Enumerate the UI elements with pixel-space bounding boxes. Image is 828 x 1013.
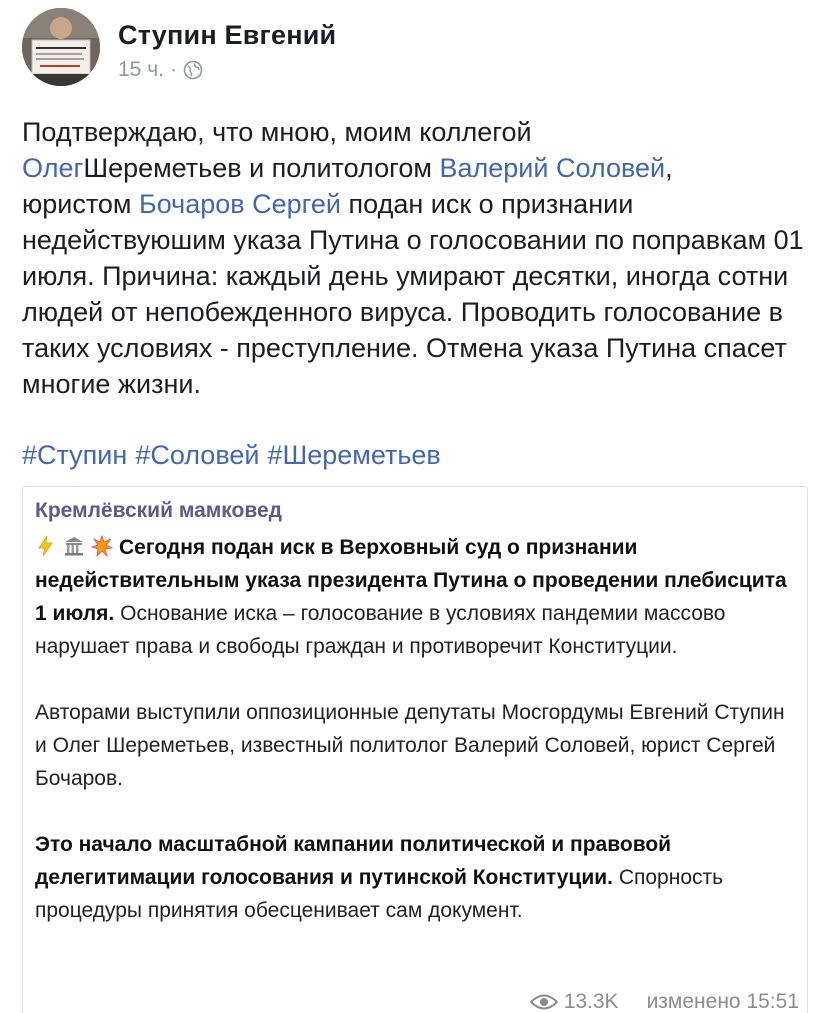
hashtag-solovey[interactable]: #Соловей [135, 440, 260, 470]
eye-icon [530, 993, 558, 1011]
meta-separator: · [169, 58, 177, 81]
quote-paragraph [35, 531, 797, 663]
avatar[interactable] [22, 8, 100, 86]
channel-name[interactable]: Кремлёвский мамковед [35, 499, 283, 522]
post-time[interactable]: 15 ч. [118, 58, 164, 81]
quoted-telegram-post[interactable] [22, 486, 808, 1013]
quote-paragraph [35, 696, 797, 795]
quote-body [35, 531, 797, 960]
quote-text: Спорность процедуры принятия обесценивает сам документ. [35, 866, 724, 922]
classical-building-emoji [63, 534, 85, 556]
quote-footer [530, 990, 799, 1013]
edited-timestamp: изменено 15:51 [646, 990, 799, 1013]
quote-bold-text: Сегодня подан иск в Верховный суд о признании недействительным указа президента Путина о проведении плебисцита 1 июля. [35, 536, 787, 625]
globe-icon[interactable] [183, 60, 203, 80]
post-text [22, 114, 812, 402]
mention-bocharov-sergey[interactable]: Бочаров Сергей [139, 189, 342, 219]
post-text-part: Шереметьев и политологом [83, 153, 432, 183]
post-text-part: Подтверждаю, что мною, моим коллегой [22, 117, 532, 147]
hashtag-sheremetyev[interactable]: #Шереметьев [267, 440, 441, 470]
view-count: 13.3K [563, 990, 619, 1013]
mention-valery-solovey[interactable]: Валерий Соловей [439, 153, 666, 183]
mention-oleg[interactable]: Олег [22, 153, 84, 183]
hashtag-stupin[interactable]: #Ступин [22, 440, 128, 470]
author-name[interactable]: Ступин Евгений [118, 20, 337, 50]
post-meta [118, 58, 203, 82]
post-text-part: юристом [22, 189, 132, 219]
post-text-part: , [665, 153, 673, 183]
lightning-emoji [35, 534, 57, 556]
quote-bold-text: Это начало масштабной кампании политической и правовой делегитимации голосования и путинской Конституции. [35, 833, 672, 889]
avatar-image [22, 8, 100, 86]
collision-emoji [91, 534, 113, 556]
hashtags [22, 438, 449, 472]
quote-paragraph [35, 828, 797, 927]
quote-text: Основание иска – голосование в условиях пандемии массово нарушает права и свободы граждан и противоречит Конституции. [35, 602, 726, 658]
post-text-part: подан иск о признании недействуюшим указа Путина о голосовании по поправкам 01 июля. Причина: каждый день умирают десятки, иногда сотни людей от непобежденного вируса. Проводить голосование в таких условиях - преступление. Отмена указа Путина спасет многие жизни. [22, 189, 804, 399]
post-header [22, 8, 802, 96]
quote-text: Авторами выступили оппозиционные депутаты Мосгордумы Евгений Ступин и Олег Шереметьев, известный политолог Валерий Соловей, юрист Сергей Бочаров. [35, 701, 785, 790]
